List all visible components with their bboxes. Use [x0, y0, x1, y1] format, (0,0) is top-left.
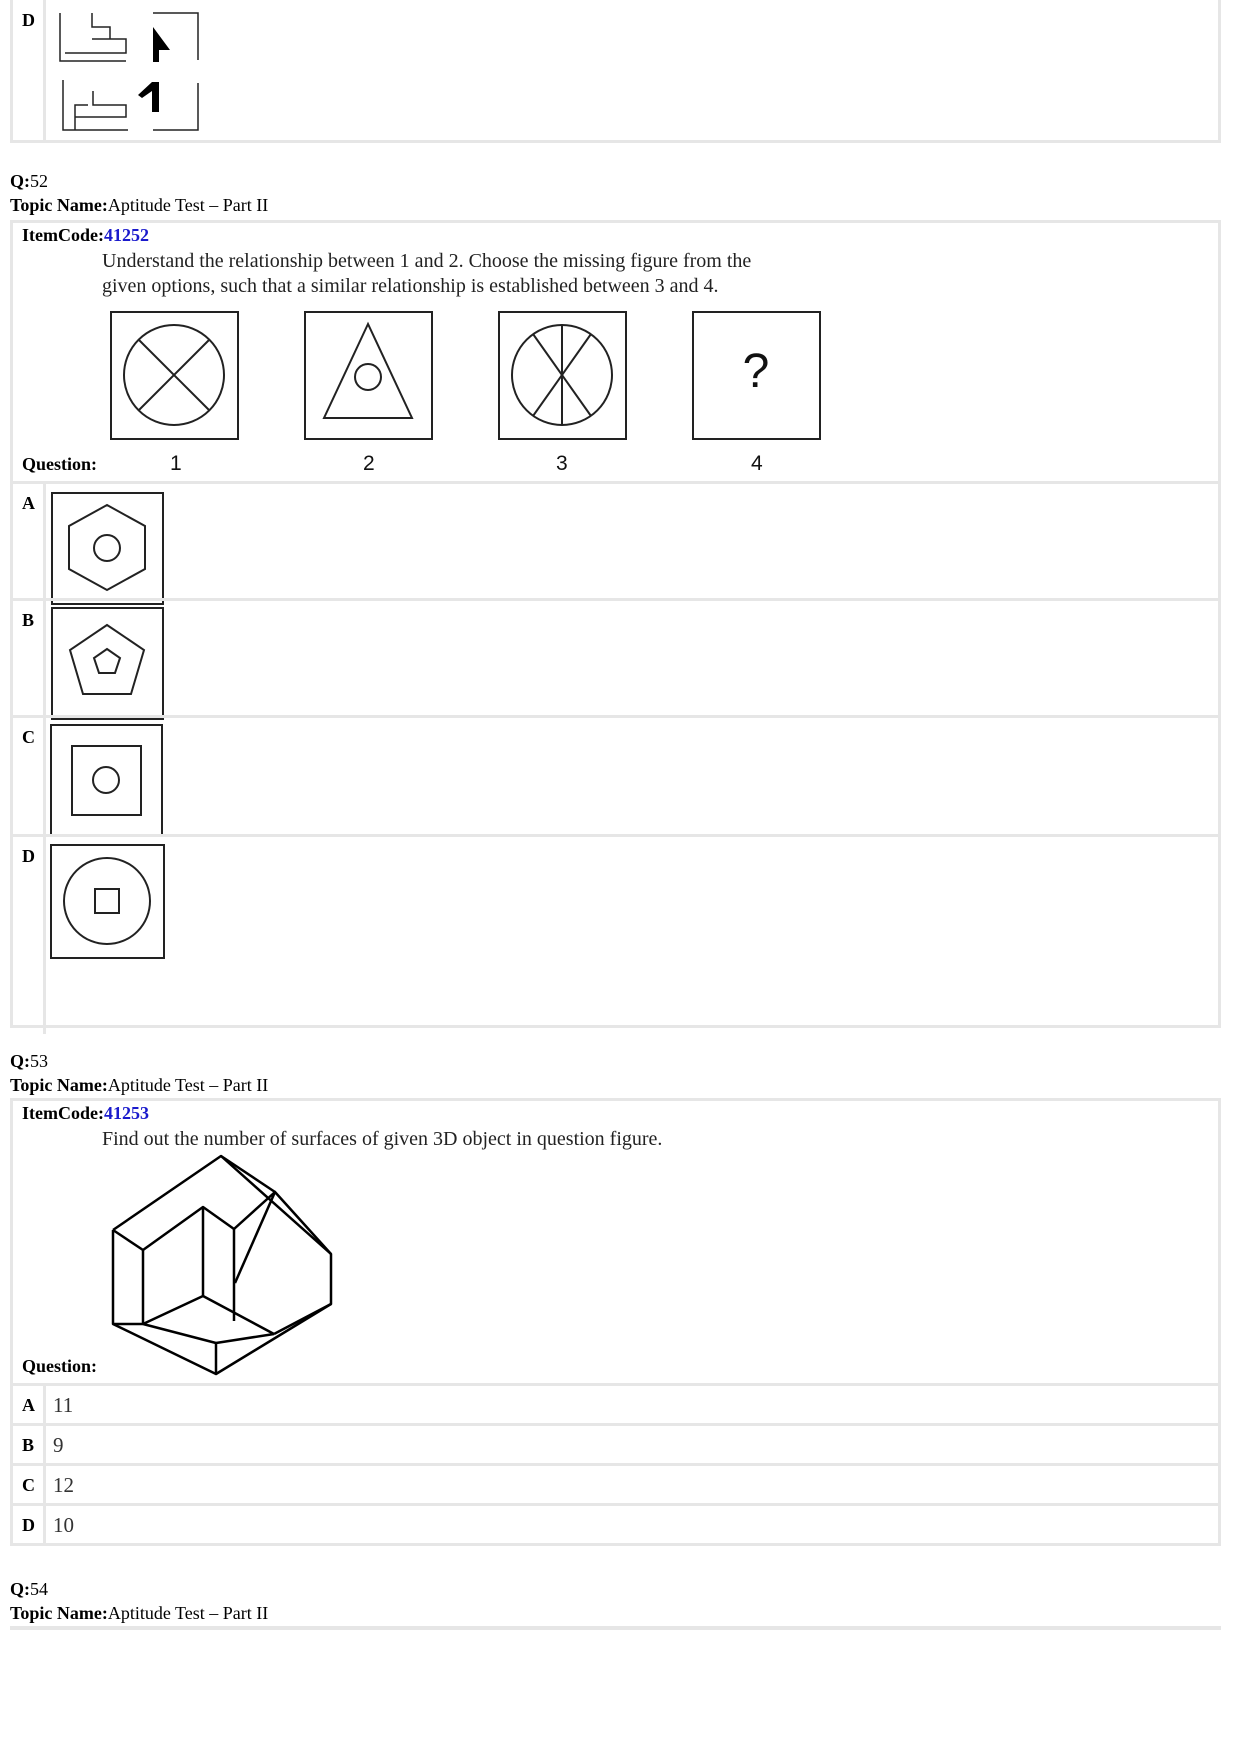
question-text-line-2: given options, such that a similar relationship is established between 3 and 4.: [102, 275, 719, 297]
topic-line: [10, 1074, 268, 1096]
figure-label: 4: [751, 452, 763, 475]
topic-label: Topic Name:: [10, 1075, 108, 1095]
topic-label: Topic Name:: [10, 1603, 108, 1623]
option-row-b[interactable]: [13, 598, 1218, 718]
option-letter-cell: [13, 601, 46, 718]
prev-option-box: [10, 0, 1221, 143]
q-number: 52: [30, 171, 48, 191]
option-row-b[interactable]: [13, 1423, 1218, 1466]
figure-label: 3: [556, 452, 568, 475]
question-54-box-edge: [10, 1626, 1221, 1630]
option-letter-cell: [13, 1426, 46, 1466]
item-code: [22, 1103, 149, 1124]
option-letter-cell: [13, 718, 46, 837]
option-letter: A: [22, 1395, 35, 1415]
topic-name: Aptitude Test – Part II: [107, 1075, 269, 1095]
q-label: Q:: [10, 1579, 30, 1599]
option-value: 10: [53, 1513, 74, 1537]
option-letter: B: [22, 1435, 35, 1455]
topic-line: [10, 194, 268, 216]
option-letter: B: [22, 610, 35, 630]
option-letter: D: [22, 846, 35, 866]
question-text: Find out the number of surfaces of given 3D object in question figure.: [102, 1128, 663, 1150]
option-letter: C: [22, 727, 35, 747]
topic-name: Aptitude Test – Part II: [107, 195, 269, 215]
option-row-c[interactable]: [13, 715, 1218, 837]
option-letter-cell: [13, 1386, 46, 1426]
question-number: [10, 1050, 48, 1072]
question-text-line-1: Understand the relationship between 1 and 2. Choose the missing figure from the: [102, 250, 752, 272]
topic-name: Aptitude Test – Part II: [107, 1603, 269, 1623]
question-number: [10, 1578, 48, 1600]
circle-with-x-icon: [110, 311, 240, 441]
option-letter: C: [22, 1475, 35, 1495]
circle-with-square-icon[interactable]: [50, 844, 166, 960]
option-row-d[interactable]: [13, 1503, 1218, 1546]
option-row-a[interactable]: [13, 481, 1218, 601]
figure-4-glyph: ?: [742, 345, 770, 398]
q-label: Q:: [10, 171, 30, 191]
3d-object-icon: [101, 1156, 346, 1376]
option-row-a[interactable]: [13, 1383, 1218, 1426]
item-code: [22, 225, 149, 246]
question-label: Question:: [22, 454, 98, 474]
option-row-c[interactable]: [13, 1463, 1218, 1506]
option-letter: D: [22, 10, 35, 30]
circle-with-three-diameters-icon: [498, 311, 628, 441]
option-letter: D: [22, 1515, 35, 1535]
item-code-label: ItemCode:: [22, 225, 104, 245]
question-52-box: [10, 220, 1221, 1028]
figure-label: 2: [363, 452, 375, 475]
option-letter-cell: [13, 837, 46, 1034]
item-code-value: 41253: [103, 1103, 149, 1123]
option-row-d[interactable]: [13, 834, 1218, 1034]
q-label: Q:: [10, 1051, 30, 1071]
q-number: 53: [30, 1051, 48, 1071]
pentagon-with-pentagon-icon[interactable]: [51, 607, 165, 721]
option-letter-cell: [13, 0, 46, 140]
hexagon-with-circle-icon[interactable]: [51, 492, 165, 606]
figure-label: 1: [170, 452, 182, 475]
triangle-with-circle-icon: [304, 311, 434, 441]
topic-label: Topic Name:: [10, 195, 108, 215]
option-letter-cell: [13, 1506, 46, 1546]
option-letter: A: [22, 493, 35, 513]
question-53-box: [10, 1098, 1221, 1546]
option-value: 12: [53, 1473, 74, 1497]
square-with-circle-icon[interactable]: [50, 724, 164, 838]
question-mark-box-icon: [692, 311, 822, 441]
item-code-value: 41252: [103, 225, 149, 245]
option-value: 9: [53, 1433, 64, 1457]
item-code-label: ItemCode:: [22, 1103, 104, 1123]
option-letter-cell: [13, 484, 46, 601]
question-number: [10, 170, 48, 192]
option-value: 11: [53, 1393, 74, 1417]
option-letter-cell: [13, 1466, 46, 1506]
question-label: Question:: [22, 1356, 98, 1376]
q-number: 54: [30, 1579, 48, 1599]
stacked-line-arrow-figure-icon[interactable]: [53, 5, 223, 130]
topic-line: [10, 1602, 268, 1624]
